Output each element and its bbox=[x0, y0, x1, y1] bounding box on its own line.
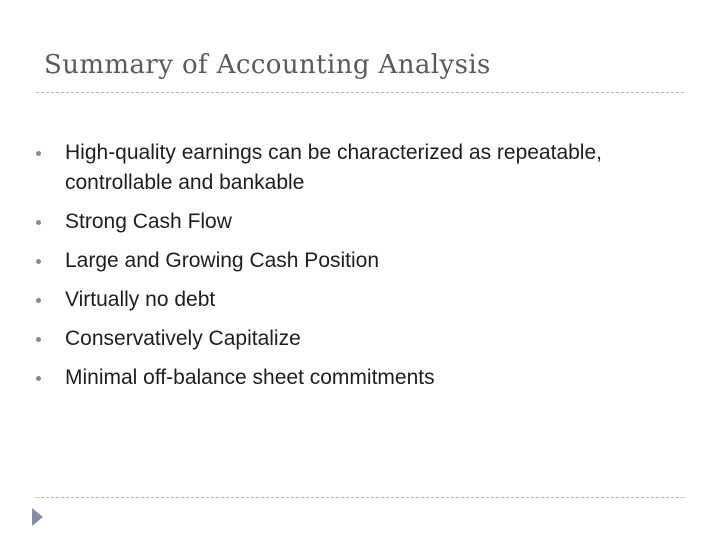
bullet-text: High-quality earnings can be characterized as repeatable, controllable and bankable bbox=[65, 141, 602, 194]
bullet-item bbox=[36, 246, 636, 276]
bullet-text: Conservatively Capitalize bbox=[65, 327, 301, 350]
footer-divider bbox=[36, 497, 684, 498]
bullet-dot-icon bbox=[36, 259, 41, 264]
bullet-dot-icon bbox=[36, 337, 41, 342]
bullet-text: Large and Growing Cash Position bbox=[65, 249, 380, 272]
bullet-text: Minimal off-balance sheet commitments bbox=[65, 366, 435, 389]
bullet-dot-icon bbox=[36, 220, 41, 225]
bullet-item bbox=[36, 324, 636, 354]
bullet-item bbox=[36, 285, 636, 315]
bullet-dot-icon bbox=[36, 376, 41, 381]
triangle-right-icon[interactable] bbox=[32, 508, 43, 526]
bullet-text: Virtually no debt bbox=[65, 288, 216, 311]
title-divider bbox=[36, 92, 684, 93]
slide-title: Summary of Accounting Analysis bbox=[44, 50, 491, 80]
bullet-text: Strong Cash Flow bbox=[65, 210, 232, 233]
bullet-dot-icon bbox=[36, 298, 41, 303]
bullet-list bbox=[36, 138, 636, 393]
bullet-item bbox=[36, 138, 636, 198]
bullet-dot-icon bbox=[36, 151, 41, 156]
bullet-item bbox=[36, 363, 636, 393]
bullet-item bbox=[36, 207, 636, 237]
